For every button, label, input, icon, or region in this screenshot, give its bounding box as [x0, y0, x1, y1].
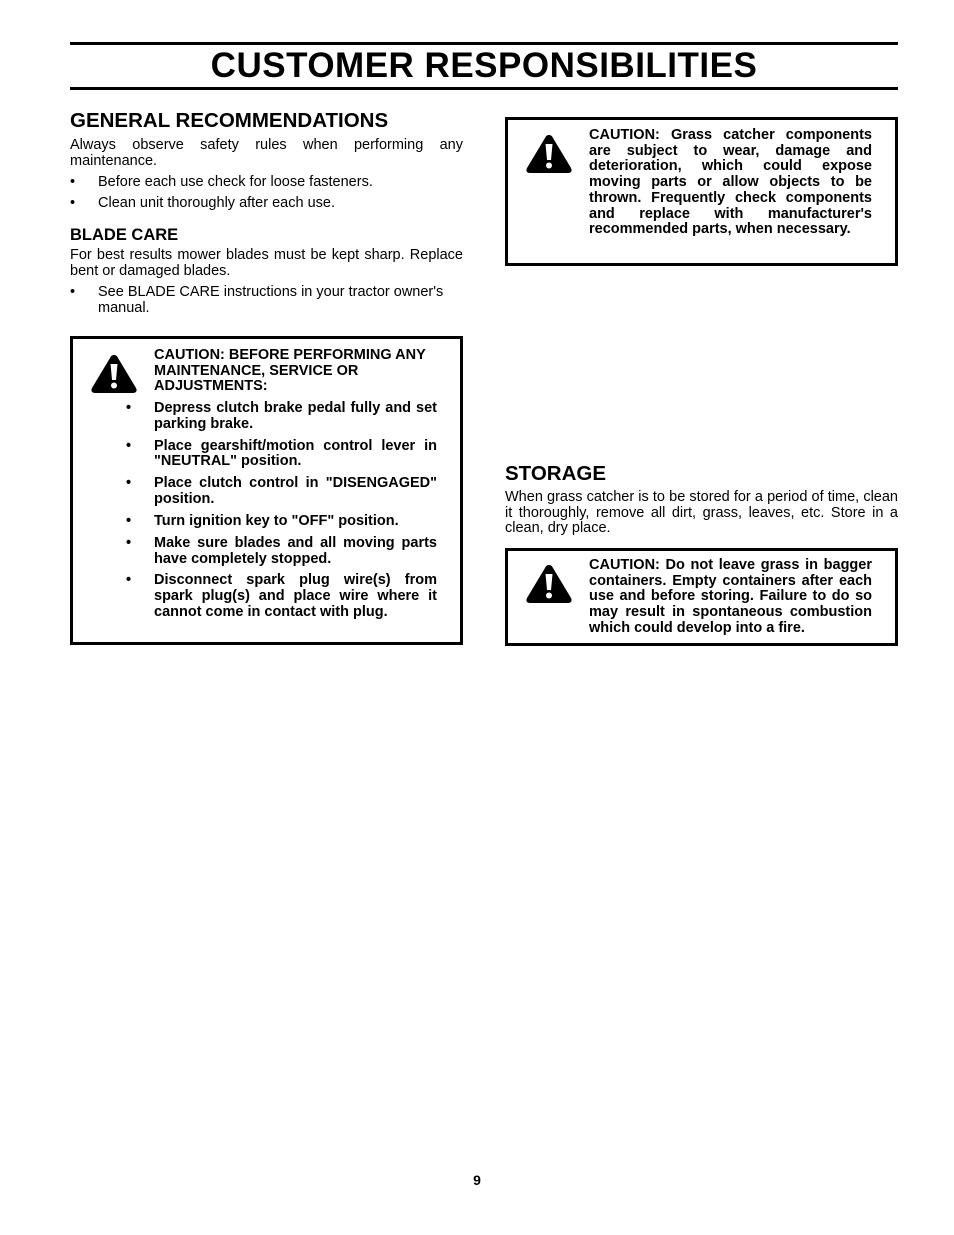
storage-intro: When grass catcher is to be stored for a period of time, clean it thoroughly, remove all dirt, grass, leaves, etc. Store in a clean, dry place.	[505, 489, 898, 536]
list-item-text: Clean unit thoroughly after each use.	[98, 194, 335, 211]
bullet: •	[126, 535, 132, 552]
bullet: •	[126, 400, 132, 417]
list-item	[70, 285, 463, 316]
list-item	[126, 572, 437, 620]
list-item	[126, 474, 437, 507]
list-item	[126, 535, 437, 567]
page-title-bar	[70, 42, 898, 90]
list-item	[126, 400, 437, 432]
maintenance-caution-box	[70, 336, 463, 645]
bullet: •	[70, 194, 76, 211]
list-item-text: Place clutch control in "DISENGAGED" position.	[154, 474, 437, 507]
list-item-text: Depress clutch brake pedal fully and set parking brake.	[154, 400, 437, 432]
left-column	[70, 108, 463, 316]
list-item	[126, 437, 437, 470]
list-item-text: Disconnect spark plug wire(s) from spark plug(s) and place wire where it cannot come in contact with plug.	[154, 572, 437, 620]
warning-triangle-icon	[525, 563, 573, 605]
bullet: •	[126, 572, 132, 589]
maintenance-caution-list	[126, 400, 437, 620]
list-item	[70, 196, 463, 212]
blade-care-heading: BLADE CARE	[70, 226, 179, 244]
list-item-text: Make sure blades and all moving parts have completely stopped.	[154, 535, 437, 567]
list-item-text: See BLADE CARE instructions in your tractor owner's manual.	[98, 284, 444, 316]
list-item	[126, 513, 437, 530]
warning-triangle-icon	[90, 353, 138, 395]
general-recommendations-list	[70, 175, 463, 211]
bullet: •	[126, 513, 132, 530]
blade-care-list	[70, 285, 463, 316]
catcher-caution-content	[589, 128, 872, 238]
storage-caution-content	[589, 558, 872, 637]
bullet: •	[70, 174, 76, 190]
list-item-text: Before each use check for loose fasteners.	[98, 174, 373, 190]
storage-section	[505, 461, 898, 537]
bullet: •	[126, 437, 132, 454]
catcher-caution-text: CAUTION: Grass catcher components are subject to wear, damage and deterioration, which could expose moving parts or allow objects to be thrown. Frequently check components and replace with manufacturer's recommended parts, when necessary.	[589, 127, 872, 238]
page-number: 9	[473, 1172, 481, 1188]
blade-care-intro: For best results mower blades must be kept sharp. Replace bent or damaged blades.	[70, 247, 463, 279]
warning-triangle-icon	[525, 133, 573, 175]
bullet: •	[126, 474, 132, 491]
bullet: •	[70, 284, 76, 300]
storage-caution-box	[505, 548, 898, 646]
general-recommendations-heading: GENERAL RECOMMENDATIONS	[70, 109, 389, 132]
list-item-text: Turn ignition key to "OFF" position.	[154, 513, 399, 530]
catcher-caution-box	[505, 117, 898, 266]
page-title: CUSTOMER RESPONSIBILITIES	[210, 46, 758, 85]
general-recommendations-intro: Always observe safety rules when performing any maintenance.	[70, 137, 463, 169]
maintenance-caution-content	[126, 347, 437, 621]
storage-heading: STORAGE	[505, 462, 606, 485]
storage-caution-text: CAUTION: Do not leave grass in bagger containers. Empty containers after each use and before storing. Failure to do so may result in spontaneous combustion which could develop into a fire.	[589, 557, 872, 636]
list-item	[70, 175, 463, 191]
maintenance-caution-heading: CAUTION: BEFORE PERFORMING ANY MAINTENANCE, SERVICE OR ADJUSTMENTS:	[154, 347, 426, 395]
list-item-text: Place gearshift/motion control lever in "NEUTRAL" position.	[154, 437, 437, 470]
